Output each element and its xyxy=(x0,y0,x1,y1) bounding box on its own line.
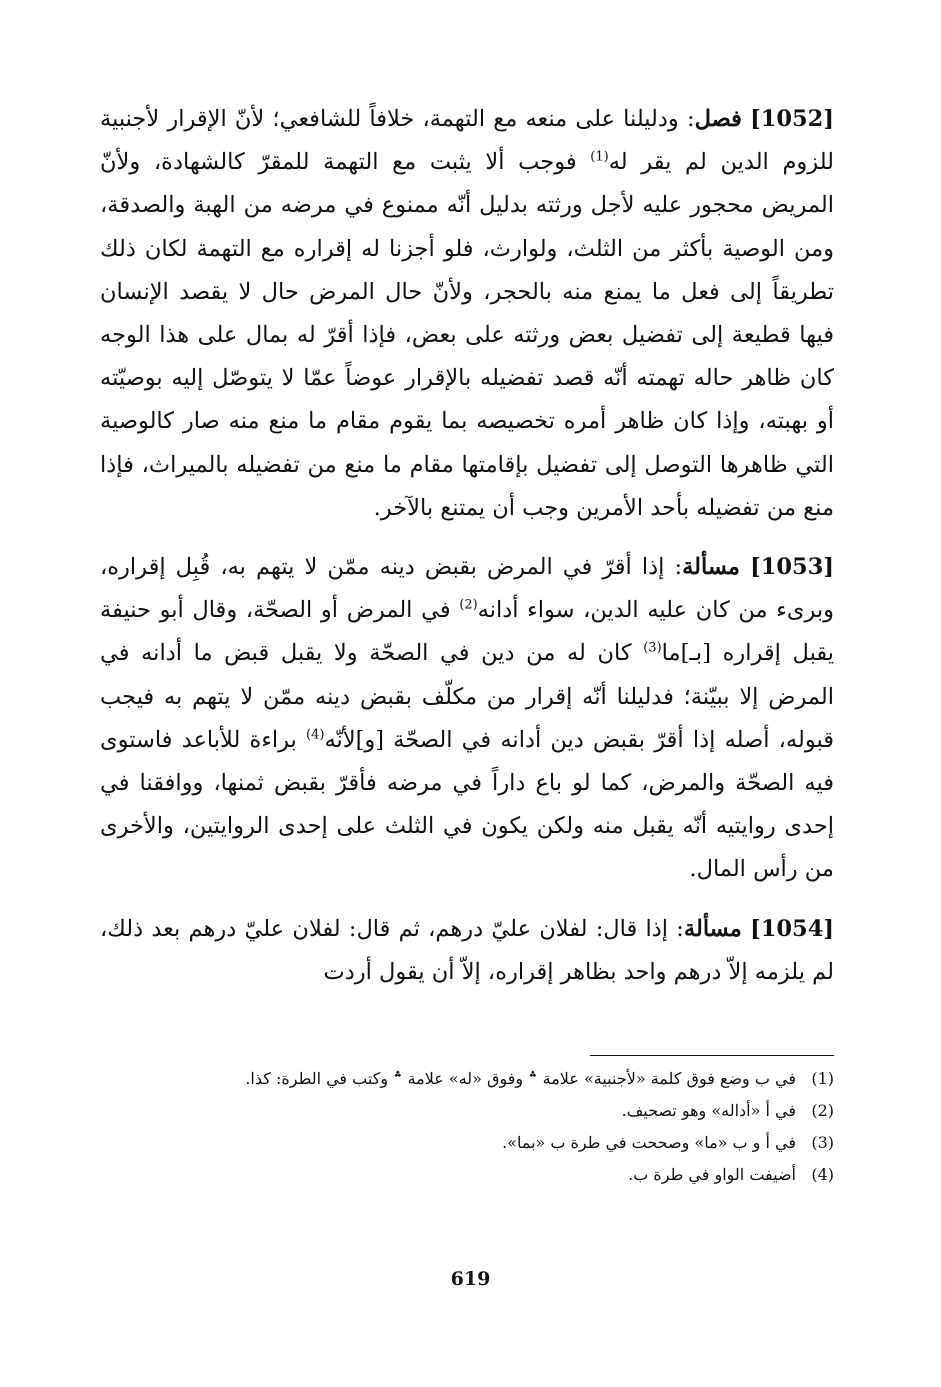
main-text xyxy=(100,98,834,994)
footnote-ref: (3) xyxy=(643,640,662,656)
footnote-text: في أ و ب «ما» وصححت في طرة ب «بما». xyxy=(502,1133,796,1152)
paragraph-text: براءة للأباعد فاستوى فيه الصحّة والمرض، كما لو باع داراً في مرضه فأقرّ بقبض ثمنها، ووافقنا في إحدى روايتيه أنّه يقبل منه ولكن يكون في الثلث على إحدى الروايتين، والأخرى من رأس المال. xyxy=(100,726,834,883)
paragraph-label: مسألة xyxy=(682,554,740,581)
footnote-number: (3) xyxy=(811,1133,834,1152)
paragraph-number: [1054] xyxy=(750,915,835,942)
footnote-text: في أ «أداله» وهو تصحيف. xyxy=(621,1101,796,1120)
footnote-ref: (1) xyxy=(590,149,609,165)
footnote xyxy=(100,1066,834,1092)
footnote-separator xyxy=(590,1055,834,1056)
footnote-ref: (4) xyxy=(306,727,325,743)
paragraph-text: في المرض أو الصحّة، وقال أبو حنيفة يقبل إقراره [بـ]ما xyxy=(100,597,834,667)
paragraph-label: مسألة xyxy=(683,915,742,942)
paragraph-text: : ودليلنا على منعه مع التهمة، خلافاً للشافعي؛ لأنّ الإقرار لأجنبية للزوم الدين لم يقر له xyxy=(100,106,834,176)
footnote-number: (4) xyxy=(811,1165,834,1184)
paragraph-label: فصل xyxy=(694,106,742,132)
paragraph-number: [1053] xyxy=(750,554,835,581)
footnote-number: (1) xyxy=(811,1069,834,1088)
footnote-number: (2) xyxy=(811,1101,834,1120)
paragraph-number: [1052] xyxy=(750,106,834,132)
paragraph-1052 xyxy=(100,98,834,530)
paragraph-1053 xyxy=(100,546,834,892)
page-number: 619 xyxy=(450,1268,491,1290)
paragraph-text: : إذا قال: لفلان عليّ درهم، ثم قال: لفلان عليّ درهم بعد ذلك، لم يلزمه إلاّ درهم واحد بظاهر إقراره، إلاّ أن يقول أردت xyxy=(100,915,834,985)
paragraph-text: فوجب ألا يثبت مع التهمة للمقرّ كالشهادة، ولأنّ المريض محجور عليه لأجل ورثته بدليل أنّه ممنوع في مرضه من الهبة والصدقة، ومن الوصية بأكثر من الثلث، ولوارث، فلو أجزنا له إقراره مع التهمة لكان ذلك تطريقاً إلى فعل ما يمنع منه بالحجر، ولأنّ حال المرض حال لا يقصد الإنسان فيها قطيعة إلى تفضيل بعض ورثته على بعض، فإذا أقرّ له بمال على هذا الوجه كان ظاهر حاله تهمته أنّه قصد تفضيله بالإقرار عوضاً عمّا لا يتوصّل إليه بوصيّته أو بهبته، وإذا كان ظاهر أمره تخصيصه بما يقوم مقام ما منع منه صار كالوصية التي ظاهرها التوصل إلى تفضيل بإقامتها مقام ما منع من تفضيله بالميراث، فإذا منع من تفضيله بأحد الأمرين وجب أن يمتنع بالآخر. xyxy=(100,149,834,521)
footnote-text: في ب وضع فوق كلمة «لأجنبية» علامة ؞ وفوق «له» علامة ؞ وكتب في الطرة: كذا. xyxy=(245,1069,796,1088)
footnote xyxy=(100,1130,834,1156)
paragraph-text: كان له من دين في الصحّة ولا يقبل قبض ما أدانه في المرض إلا ببيّنة؛ فدليلنا أنّه إقرار من مكلّف بقبض دينه ممّن لا يتهم به فيجب قبوله، أصله إذا أقرّ بقبض دين أدانه في الصحّة [و]لأنّه xyxy=(100,640,835,753)
footnote-ref: (2) xyxy=(459,597,478,613)
paragraph-text: : إذا أقرّ في المرض بقبض دينه ممّن لا يتهم به، قُبِل إقراره، وبرىء من كان عليه الدين، سواء أدانه xyxy=(100,554,834,624)
footnote xyxy=(100,1098,834,1124)
footnote-text: أضيفت الواو في طرة ب. xyxy=(628,1165,796,1184)
paragraph-1054 xyxy=(100,908,834,994)
footnote xyxy=(100,1162,834,1188)
footnotes xyxy=(100,1066,834,1194)
